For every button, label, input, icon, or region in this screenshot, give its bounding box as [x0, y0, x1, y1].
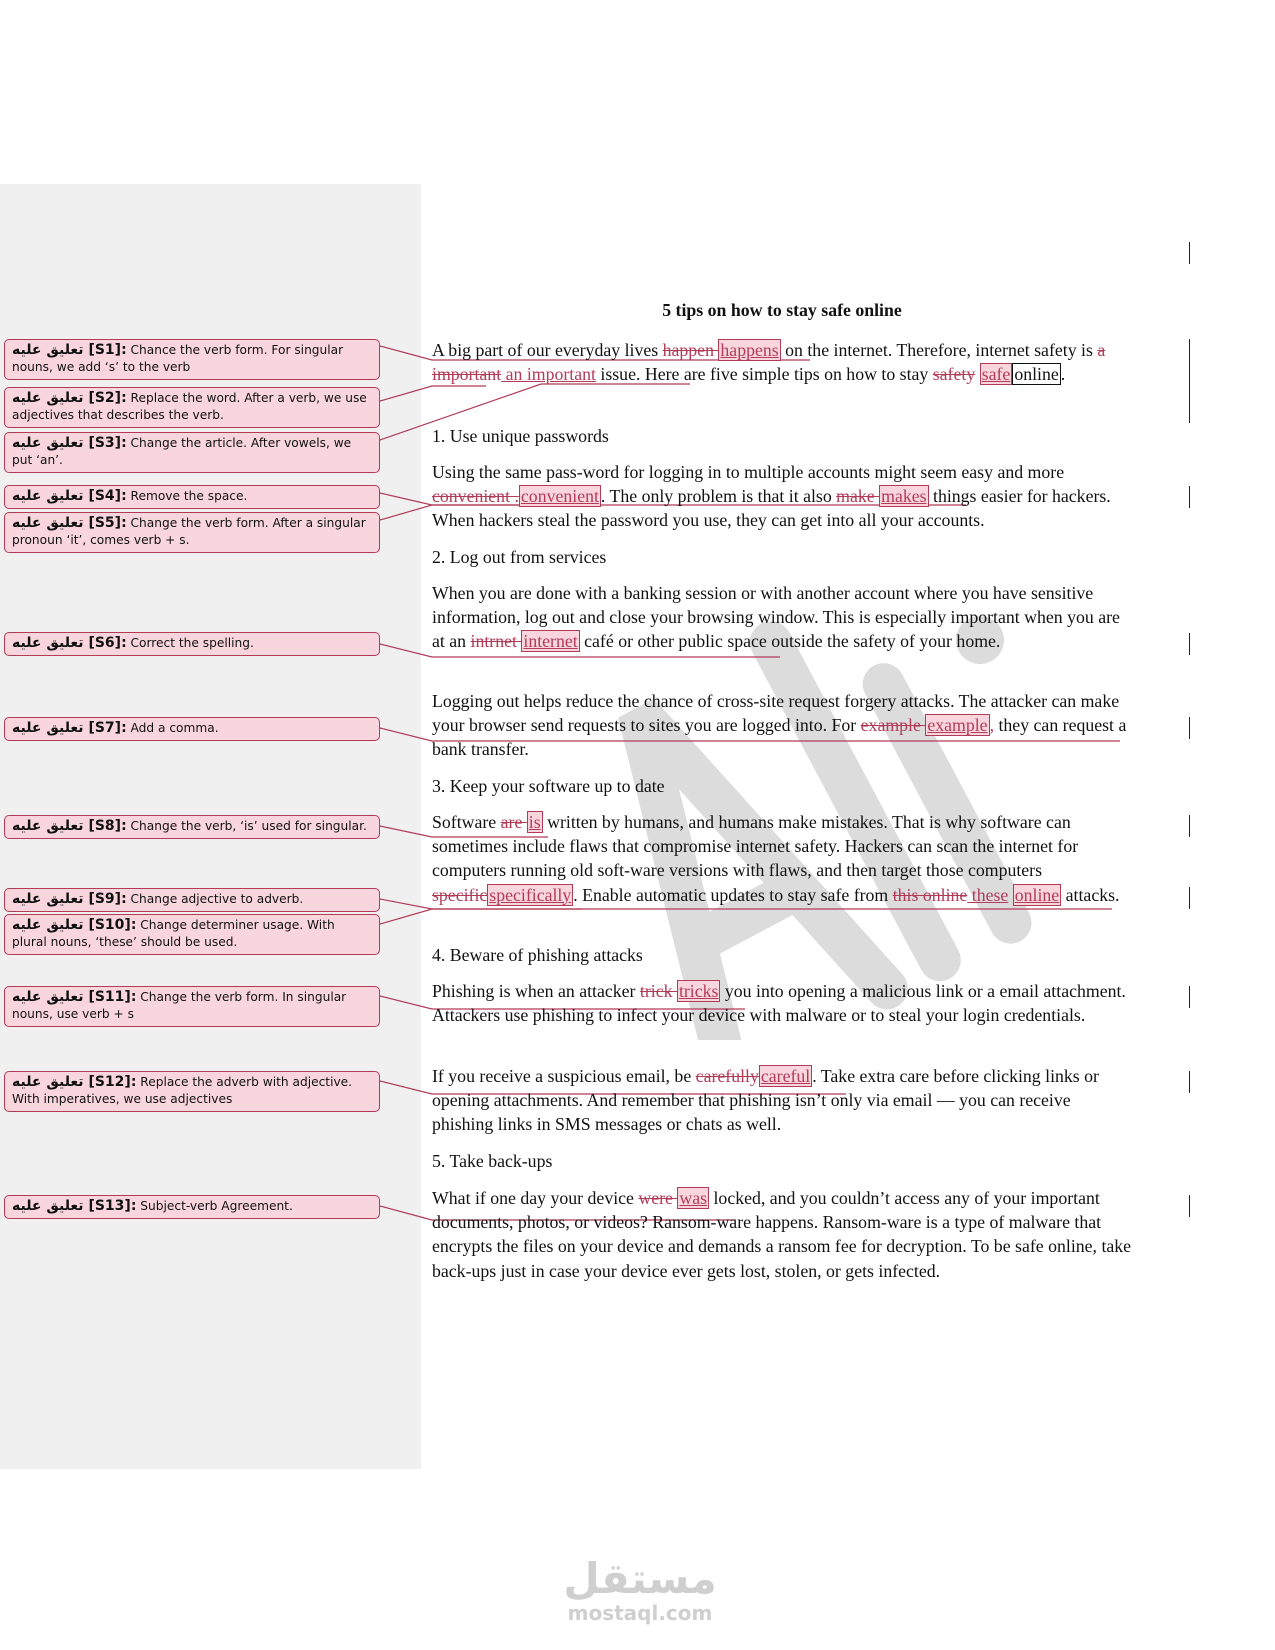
text-run: . The only problem is that it also	[600, 486, 837, 507]
comment-author: تعليق عليه [S8]:	[12, 818, 127, 834]
insertion: internet	[523, 631, 578, 652]
comment-s10[interactable]	[4, 914, 380, 955]
deletion: are	[500, 812, 527, 832]
comment-s2[interactable]	[4, 387, 380, 428]
deletion: convenient .	[432, 486, 519, 507]
paragraph-passwords	[432, 460, 1132, 533]
text-run: When you are done with a banking session or with another account where you have sensitive information, log out and close your browsing window. This is especially important when you are at an	[432, 583, 1120, 652]
comment-author: تعليق عليه [S1]:	[12, 342, 127, 358]
comment-text: Replace the word. After a verb, we use adjectives that describes the verb.	[12, 391, 367, 422]
paragraph-intro	[432, 338, 1132, 386]
comment-s4[interactable]	[4, 485, 380, 509]
comment-author: تعليق عليه [S12]:	[12, 1074, 137, 1090]
deletion: example	[860, 715, 926, 736]
comment-s7[interactable]	[4, 717, 380, 741]
change-bar	[1189, 887, 1190, 909]
comment-author: تعليق عليه [S3]:	[12, 435, 127, 451]
change-bar	[1189, 486, 1190, 508]
insertion: is	[528, 812, 541, 832]
deletion: trick	[639, 981, 677, 1001]
comment-author: تعليق عليه [S2]:	[12, 390, 127, 406]
comment-text: Change the verb form. After a singular pronoun ‘it’, comes verb + s.	[12, 516, 366, 547]
change-bar	[1189, 1071, 1190, 1093]
insertion: these	[967, 884, 1009, 905]
insertion: an important	[501, 364, 596, 385]
text-run: Logging out helps reduce the chance of cross-site request forgery attacks. The attacker can make your browser send requests to sites you are logged into. For	[432, 691, 1120, 736]
comment-text: Change adjective to adverb.	[126, 892, 304, 906]
section-heading-3: 3. Keep your software up to date	[432, 776, 665, 796]
change-bar	[1189, 339, 1190, 423]
deletion: safety	[932, 364, 976, 385]
text-run: café or other public space outside the safety of your home.	[579, 631, 1001, 652]
comment-text: Change the verb, ‘is’ used for singular.	[126, 819, 367, 833]
deletion: intrnet	[470, 631, 522, 652]
text-run: online	[1014, 364, 1059, 385]
change-bar	[1189, 242, 1190, 264]
insertion: makes	[881, 486, 927, 507]
comment-s5[interactable]	[4, 512, 380, 553]
comment-author: تعليق عليه [S10]:	[12, 917, 137, 933]
comment-s8[interactable]	[4, 815, 380, 839]
deletion: specific	[432, 884, 488, 905]
comment-s1[interactable]	[4, 339, 380, 380]
comment-s6[interactable]	[4, 632, 380, 656]
insertion: specifically	[489, 884, 572, 905]
paragraph-phishing	[432, 979, 1132, 1027]
deletion: this online	[892, 884, 968, 905]
comment-author: تعليق عليه [S9]:	[12, 891, 127, 907]
text-run: Phishing is when an attacker	[432, 981, 640, 1001]
comment-s9[interactable]	[4, 888, 380, 912]
comment-text: Replace the adverb with adjective. With imperatives, we use adjectives	[12, 1075, 353, 1106]
change-bar	[1189, 717, 1190, 739]
deletion: carefully	[695, 1066, 759, 1086]
comment-author: تعليق عليه [S5]:	[12, 515, 127, 531]
comment-text: Add a comma.	[126, 721, 219, 735]
text-run: attacks.	[1061, 884, 1120, 905]
comment-text: Remove the space.	[126, 489, 248, 503]
change-bar	[1189, 1195, 1190, 1217]
text-run: . Enable automatic updates to stay safe from	[573, 884, 893, 905]
comment-text: Change determiner usage. With plural nouns, ‘these’ should be used.	[12, 918, 335, 949]
paragraph-logout	[432, 581, 1132, 654]
comment-text: Subject-verb Agreement.	[136, 1199, 293, 1213]
section-heading-1: 1. Use unique passwords	[432, 426, 609, 446]
insertion: was	[679, 1188, 708, 1208]
text-run: written by humans, and humans make mistakes. That is why software can sometimes include flaws that compromise internet safety. Hackers can scan the internet for computers running old soft-ware versions with flaws, and then target those computers	[432, 812, 1079, 881]
text-run: Using the same pass-word for logging in to multiple accounts might seem easy and more	[432, 462, 1065, 482]
brand-arabic: مستقل	[563, 1554, 717, 1603]
text-run: you into opening a malicious link or a email attachment. Attackers use phishing to infect your device with malware or to steal your login credentials.	[432, 981, 1126, 1026]
insertion: online	[1014, 884, 1060, 905]
deletion: happen	[662, 340, 719, 360]
comment-text: Change the verb form. In singular nouns, use verb + s	[12, 990, 347, 1021]
text-run: locked, and you couldn’t access any of your important documents, photos, or videos? Ransom-ware happens. Ransom-ware is a type of malware that encrypts the files on your device and demands a ransom fee for decryption. To be safe online, take back-ups just in case your device ever gets lost, stolen, or gets infected.	[432, 1188, 1132, 1281]
text-run: . Take extra care before clicking links or opening attachments. And remember that phishing isn’t only via email — you can receive phishing links in SMS messages or chats as well.	[432, 1066, 1099, 1135]
text-run: issue. Here are five simple tips on how to stay	[595, 364, 933, 385]
comment-text: Change the article. After vowels, we put ‘an’.	[12, 436, 352, 467]
comment-author: تعليق عليه [S4]:	[12, 488, 127, 504]
comment-author: تعليق عليه [S11]:	[12, 989, 137, 1005]
text-run: on the internet. Therefore, internet safety is	[780, 340, 1098, 360]
change-bar	[1189, 986, 1190, 1008]
section-heading-5: 5. Take back-ups	[432, 1151, 553, 1171]
text-run: A big part of our everyday lives	[432, 340, 663, 360]
deletion: a important	[432, 340, 1106, 385]
text-run: Software	[432, 812, 501, 832]
change-bar	[1189, 815, 1190, 837]
section-heading-2: 2. Log out from services	[432, 547, 607, 567]
text-run: If you receive a suspicious email, be	[432, 1066, 696, 1086]
brand-latin: mostaql.com	[567, 1601, 713, 1625]
insertion: happens	[720, 340, 779, 360]
mostaql-logo	[555, 1555, 725, 1625]
comment-s12[interactable]	[4, 1071, 380, 1112]
paragraph-suspicious-email	[432, 1064, 1132, 1137]
comment-text: Correct the spelling.	[126, 636, 254, 650]
document-title: 5 tips on how to stay safe online	[662, 300, 902, 320]
text-run: things easier for hackers. When hackers steal the password you use, they can get into all your accounts.	[432, 486, 1111, 531]
text-run: .	[1060, 364, 1066, 385]
insertion: example	[927, 715, 988, 736]
comment-author: تعليق عليه [S6]:	[12, 635, 127, 651]
insertion: tricks	[678, 981, 719, 1001]
paragraph-backups	[432, 1186, 1132, 1283]
comment-author: تعليق عليه [S7]:	[12, 720, 127, 736]
insertion: convenient	[520, 486, 599, 507]
comment-author: تعليق عليه [S13]:	[12, 1198, 137, 1214]
insertion: careful	[760, 1066, 811, 1086]
comment-s13[interactable]	[4, 1195, 380, 1219]
comment-s11[interactable]	[4, 986, 380, 1027]
paragraph-software	[432, 810, 1132, 907]
deletion: were	[638, 1188, 678, 1208]
section-heading-4: 4. Beware of phishing attacks	[432, 945, 643, 965]
comment-s3[interactable]	[4, 432, 380, 473]
change-bar	[1189, 633, 1190, 655]
paragraph-forgery	[432, 689, 1132, 762]
insertion: ,	[989, 715, 995, 736]
deletion: make	[836, 486, 880, 507]
comment-text: Chance the verb form. For singular nouns, we add ‘s’ to the verb	[12, 343, 344, 374]
text-run: What if one day your device	[432, 1188, 639, 1208]
text-run: they can request a bank transfer.	[432, 715, 1127, 760]
insertion: safe	[981, 364, 1011, 385]
